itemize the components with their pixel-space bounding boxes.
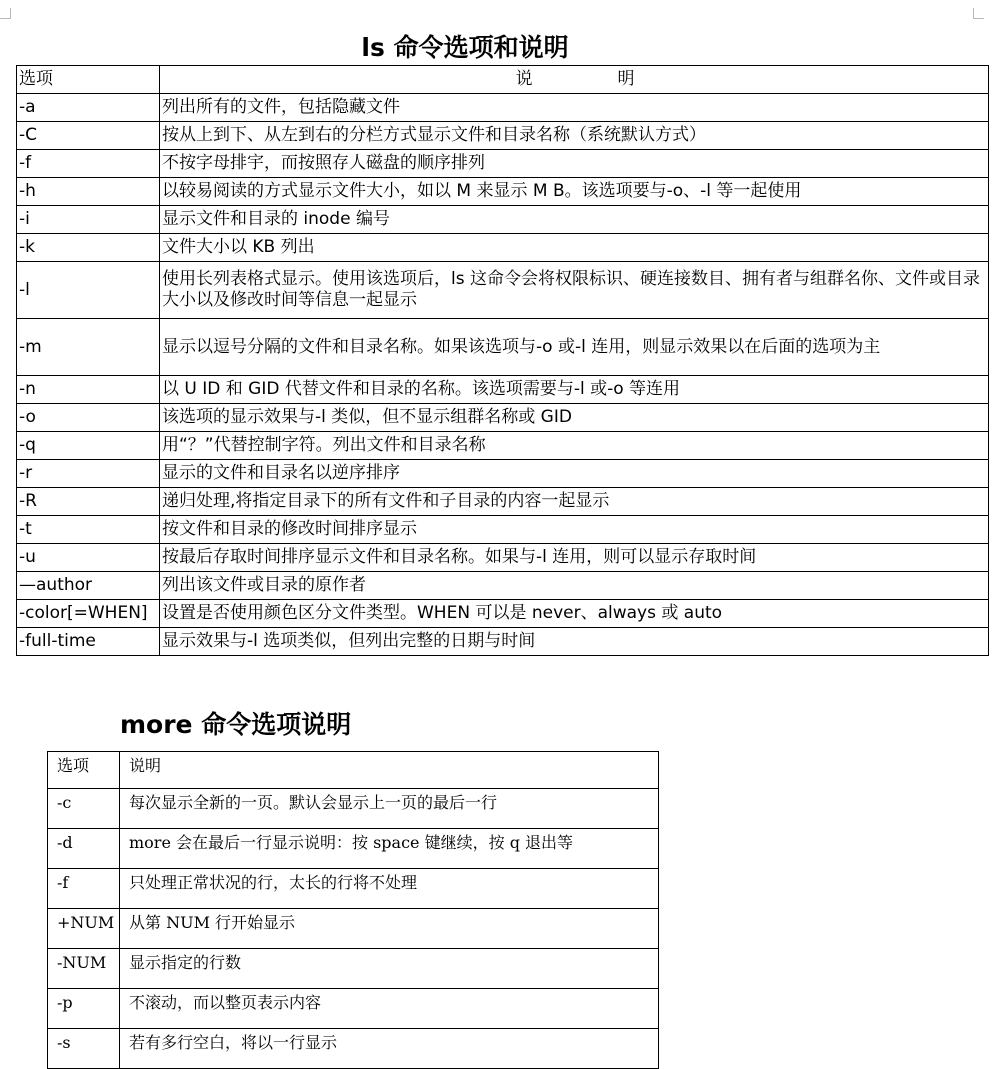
table-row [17,488,989,516]
option-cell: +NUM [48,909,120,949]
option-cell: -NUM [48,949,120,989]
page-corner-mark-left [0,8,11,19]
option-cell: -n [17,376,160,404]
table-row [17,122,989,150]
description-cell: 显示以逗号分隔的文件和目录名称。如果该选项与-o 或-l 连用，则显示效果以在后面的选项为主 [160,319,989,376]
table-row [17,628,989,656]
description-column-header: 说明 [120,752,659,789]
description-cell: 从第 NUM 行开始显示 [120,909,659,949]
description-cell: 显示文件和目录的 inode 编号 [160,206,989,234]
option-cell: -c [48,789,120,829]
option-column-header: 选项 [17,66,160,94]
option-cell: -i [17,206,160,234]
table-row [17,572,989,600]
option-cell: -t [17,516,160,544]
option-cell: -k [17,234,160,262]
description-cell: 显示效果与-l 选项类似，但列出完整的日期与时间 [160,628,989,656]
description-cell: 列出该文件或目录的原作者 [160,572,989,600]
option-cell: -a [17,94,160,122]
more-options-table [47,751,659,1069]
description-cell: 按从上到下、从左到右的分栏方式显示文件和目录名称（系统默认方式） [160,122,989,150]
description-cell: 用“？”代替控制字符。列出文件和目录名称 [160,432,989,460]
description-column-header: 说 明 [160,66,989,94]
description-cell: 显示指定的行数 [120,949,659,989]
table-row [17,178,989,206]
description-cell: 只处理正常状况的行，太长的行将不处理 [120,869,659,909]
option-cell: -color[=WHEN] [17,600,160,628]
option-cell: -l [17,262,160,319]
option-cell: -full-time [17,628,160,656]
table-header-row [48,752,659,789]
option-cell: —author [17,572,160,600]
description-cell: 使用长列表格式显示。使用该选项后，ls 这命令会将权限标识、硬连接数目、拥有者与组群名你、文件或目录大小以及修改时间等信息一起显示 [160,262,989,319]
option-cell: -r [17,460,160,488]
table-row [17,460,989,488]
option-column-header: 选项 [48,752,120,789]
table-row [17,376,989,404]
description-cell: 不滚动，而以整页表示内容 [120,989,659,1029]
description-cell: 列出所有的文件，包括隐藏文件 [160,94,989,122]
table-row [17,262,989,319]
table-row [17,432,989,460]
table-row [48,869,659,909]
more-section-title: more 命令选项说明 [120,710,352,739]
table-row [17,234,989,262]
description-cell: 按最后存取时间排序显示文件和目录名称。如果与-l 连用，则可以显示存取时间 [160,544,989,572]
ls-options-table [16,65,989,656]
description-cell: 若有多行空白，将以一行显示 [120,1029,659,1069]
table-row [48,909,659,949]
table-row [48,789,659,829]
table-row [17,600,989,628]
table-row [48,1029,659,1069]
option-cell: -h [17,178,160,206]
description-cell: 文件大小以 KB 列出 [160,234,989,262]
description-cell: 设置是否使用颜色区分文件类型。WHEN 可以是 never、always 或 auto [160,600,989,628]
option-cell: -s [48,1029,120,1069]
description-cell: 该选项的显示效果与-l 类似，但不显示组群名称或 GID [160,404,989,432]
table-row [17,150,989,178]
description-cell: more 会在最后一行显示说明：按 space 键继续，按 q 退出等 [120,829,659,869]
page-corner-mark-right [973,8,984,19]
option-cell: -d [48,829,120,869]
option-cell: -f [48,869,120,909]
option-cell: -q [17,432,160,460]
option-cell: -f [17,150,160,178]
option-cell: -u [17,544,160,572]
table-row [48,829,659,869]
ls-table-body [17,94,989,656]
table-row [17,94,989,122]
table-header-row [17,66,989,94]
description-cell: 显示的文件和目录名以逆序排序 [160,460,989,488]
option-cell: -C [17,122,160,150]
table-row [48,989,659,1029]
option-cell: -m [17,319,160,376]
description-cell: 以较易阅读的方式显示文件大小，如以 M 来显示 M B。该选项要与-o、-l 等一起使用 [160,178,989,206]
table-row [48,949,659,989]
description-cell: 递归处理,将指定目录下的所有文件和子目录的内容一起显示 [160,488,989,516]
table-row [17,544,989,572]
table-row [17,404,989,432]
ls-section-title: ls 命令选项和说明 [361,33,569,62]
option-cell: -R [17,488,160,516]
description-cell: 以 U ID 和 GID 代替文件和目录的名称。该选项需要与-l 或-o 等连用 [160,376,989,404]
description-cell: 每次显示全新的一页。默认会显示上一页的最后一行 [120,789,659,829]
description-cell: 按文件和目录的修改时间排序显示 [160,516,989,544]
option-cell: -p [48,989,120,1029]
more-table-body [48,789,659,1069]
description-cell: 不按字母排宇，而按照存人磁盘的顺序排列 [160,150,989,178]
table-row [17,516,989,544]
option-cell: -o [17,404,160,432]
table-row [17,206,989,234]
table-row [17,319,989,376]
